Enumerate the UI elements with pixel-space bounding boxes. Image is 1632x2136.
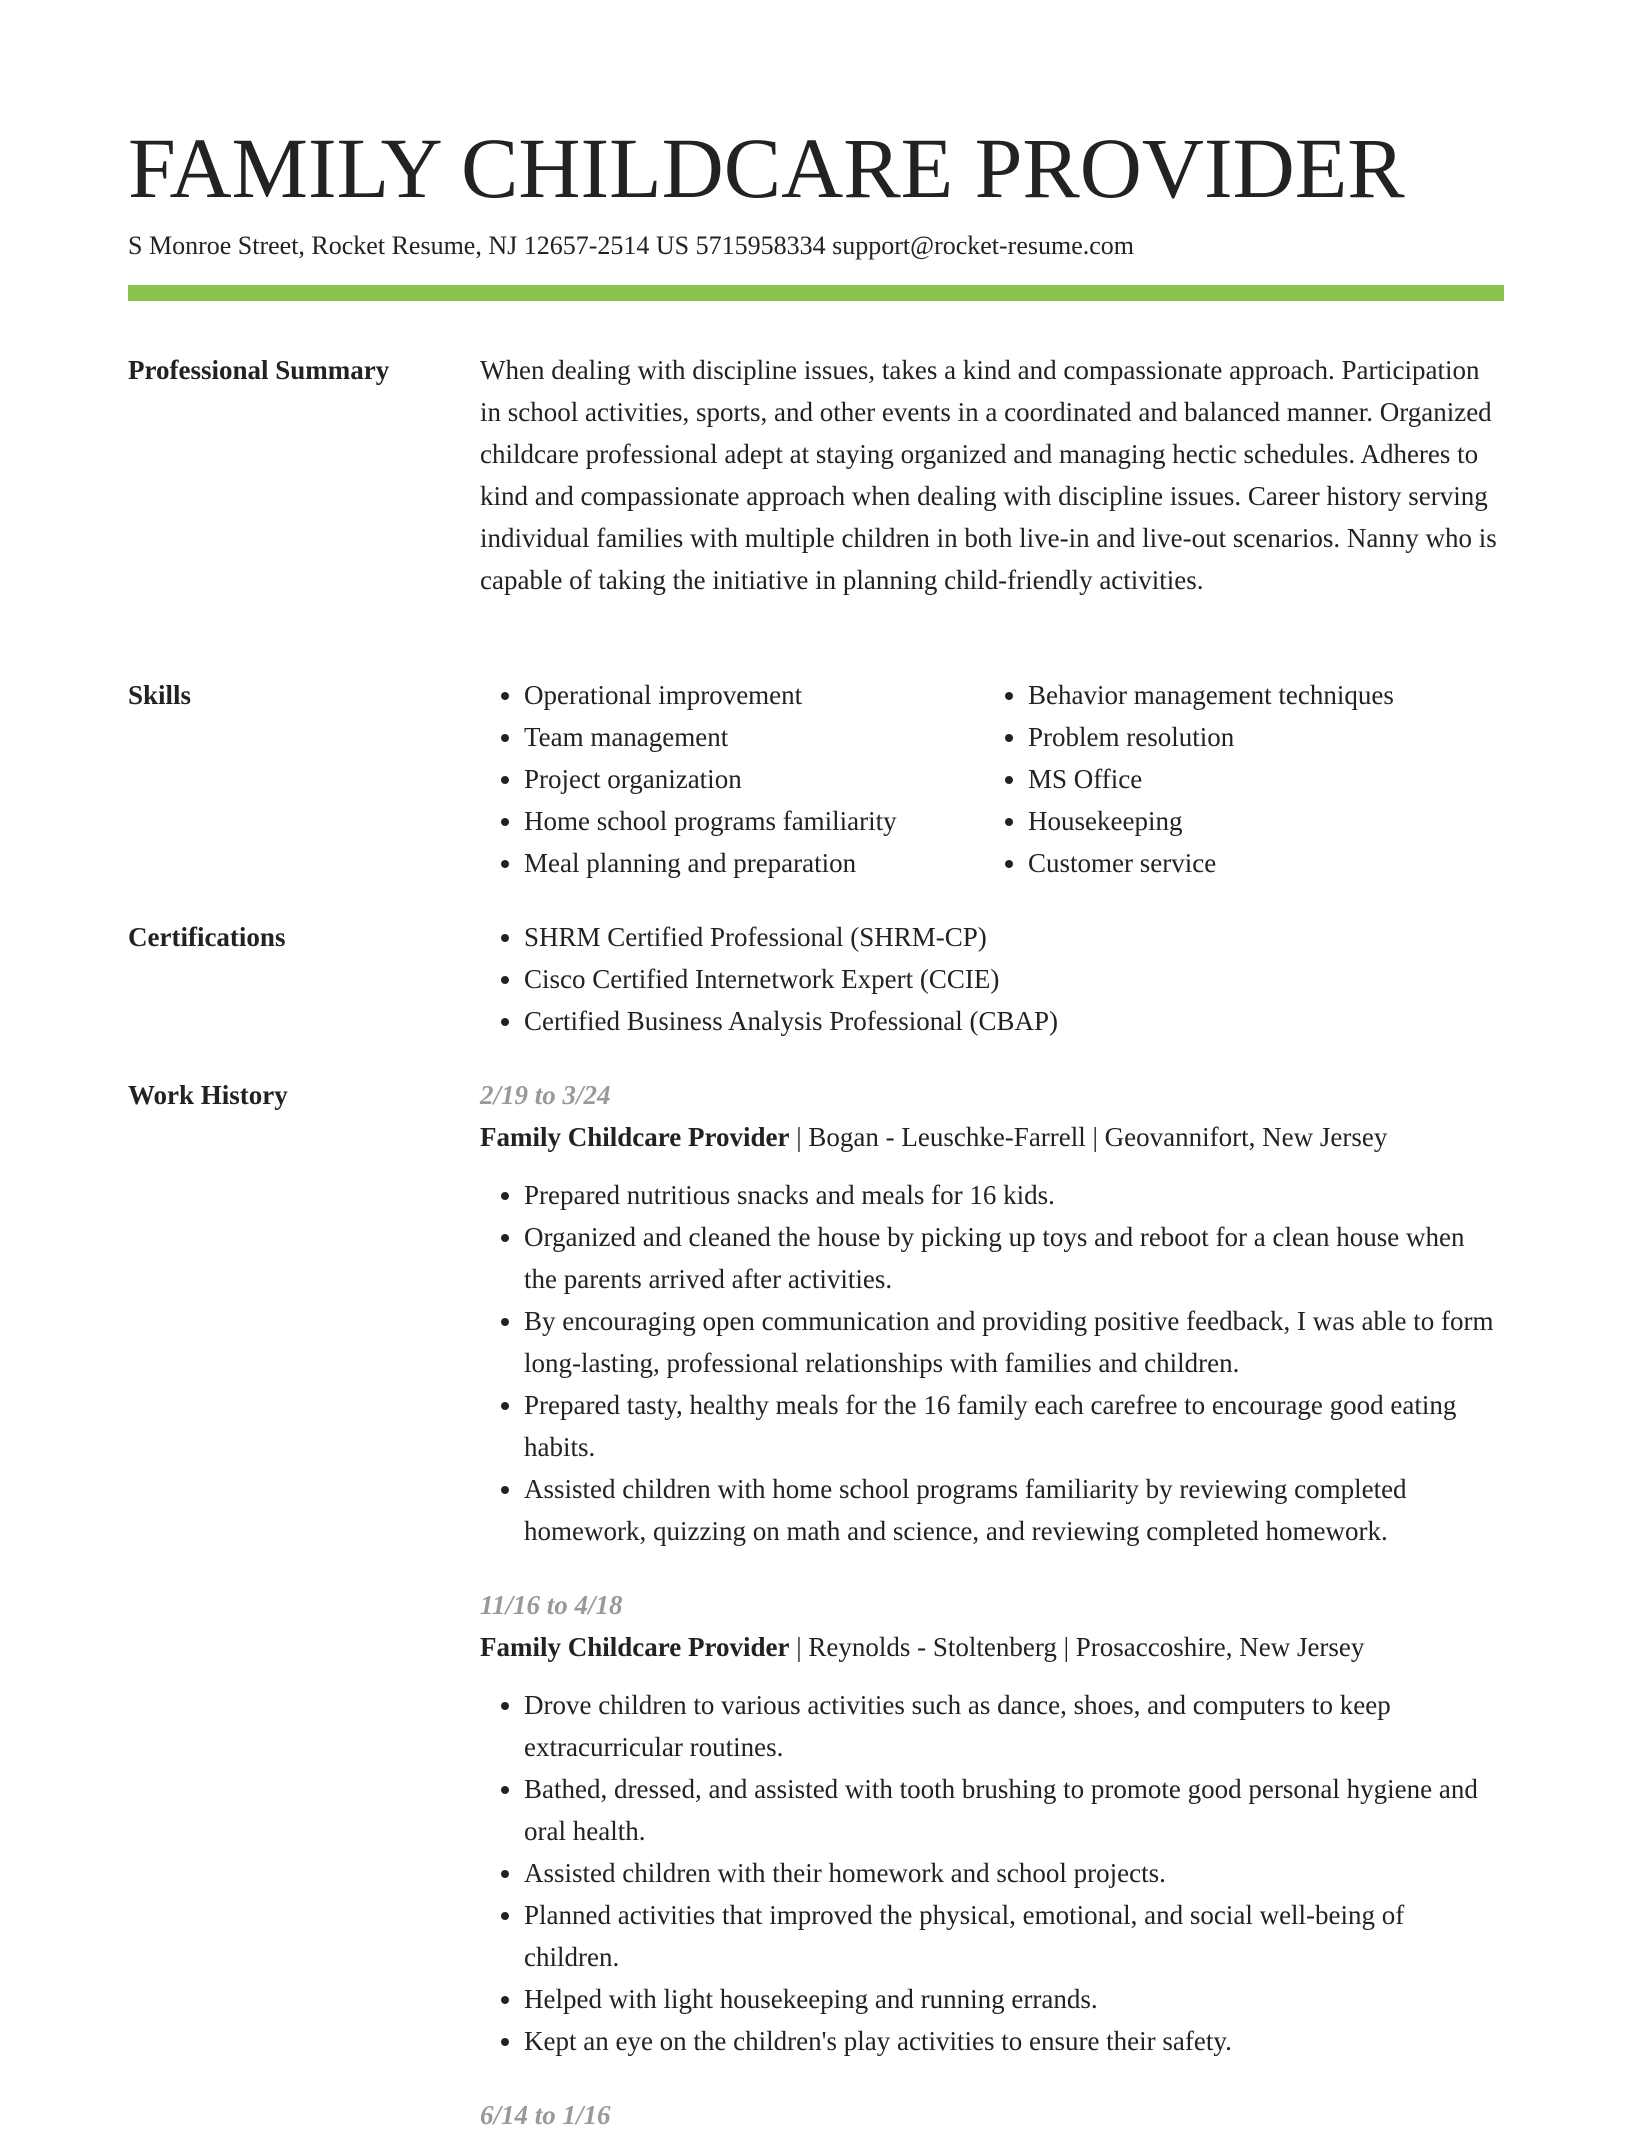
skill-item: • Operational improvement bbox=[524, 674, 984, 716]
skills-body bbox=[480, 674, 1504, 884]
job-entry bbox=[480, 2094, 1504, 2136]
contact-line: S Monroe Street, Rocket Resume, NJ 12657-2514 US 5715958334 support@rocket-resume.com bbox=[128, 231, 1135, 260]
job-heading bbox=[480, 1626, 1504, 1668]
job-entry bbox=[480, 1584, 1504, 2062]
job-dates: 6/14 to 1/16 bbox=[480, 2100, 611, 2130]
job-bullet: • Assisted children with home school programs familiarity by reviewing completed homework, quizzing on math and science, and reviewing completed homework. bbox=[524, 1468, 1504, 1552]
job-title: Family Childcare Provider bbox=[480, 1122, 790, 1152]
job-bullet: • Drove children to various activities such as dance, shoes, and computers to keep extracurricular routines. bbox=[524, 1684, 1504, 1768]
skill-item: • Home school programs familiarity bbox=[524, 800, 984, 842]
skill-item: • Housekeeping bbox=[1028, 800, 1488, 842]
summary-label: Professional Summary bbox=[128, 355, 390, 385]
job-bullets bbox=[480, 1174, 1504, 1552]
certifications-list bbox=[480, 916, 1504, 1042]
job-details: | Bogan - Leuschke-Farrell | Geovannifort, New Jersey bbox=[789, 1122, 1388, 1152]
summary-body bbox=[480, 349, 1504, 601]
skill-item: • Meal planning and preparation bbox=[524, 842, 984, 884]
work-history-body bbox=[480, 1074, 1504, 2136]
job-bullet: • Prepared nutritious snacks and meals for 16 kids. bbox=[524, 1174, 1504, 1216]
skills-label: Skills bbox=[128, 680, 192, 710]
job-bullet: • Planned activities that improved the physical, emotional, and social well-being of children. bbox=[524, 1894, 1504, 1978]
skill-item: • Team management bbox=[524, 716, 984, 758]
skills-list-right bbox=[984, 674, 1488, 884]
skill-item: • Behavior management techniques bbox=[1028, 674, 1488, 716]
skill-item: • MS Office bbox=[1028, 758, 1488, 800]
skills-column-left bbox=[480, 674, 984, 884]
candidate-name: FAMILY CHILDCARE PROVIDER bbox=[128, 120, 1405, 216]
skills-column-right bbox=[984, 674, 1488, 884]
skills-list-left bbox=[480, 674, 984, 884]
skill-item: • Customer service bbox=[1028, 842, 1488, 884]
job-dates: 11/16 to 4/18 bbox=[480, 1590, 623, 1620]
certifications-label: Certifications bbox=[128, 922, 286, 952]
certification-item: • Certified Business Analysis Professional (CBAP) bbox=[524, 1000, 1504, 1042]
job-bullet: • Assisted children with their homework and school projects. bbox=[524, 1852, 1504, 1894]
skill-item: • Project organization bbox=[524, 758, 984, 800]
work-history-label: Work History bbox=[128, 1080, 288, 1110]
job-bullet: • Organized and cleaned the house by picking up toys and reboot for a clean house when the parents arrived after activities. bbox=[524, 1216, 1504, 1300]
job-details: | Reynolds - Stoltenberg | Prosaccoshire, New Jersey bbox=[789, 1632, 1365, 1662]
resume-header bbox=[128, 118, 1504, 264]
job-title: Family Childcare Provider bbox=[480, 1632, 790, 1662]
job-bullet: • Helped with light housekeeping and running errands. bbox=[524, 1978, 1504, 2020]
job-entry bbox=[480, 1074, 1504, 1552]
job-bullet: • By encouraging open communication and providing positive feedback, I was able to form long-lasting, professional relationships with families and children. bbox=[524, 1300, 1504, 1384]
certification-item: • Cisco Certified Internetwork Expert (CCIE) bbox=[524, 958, 1504, 1000]
certifications-body bbox=[480, 916, 1504, 1042]
job-dates: 2/19 to 3/24 bbox=[480, 1080, 611, 1110]
accent-divider bbox=[128, 285, 1504, 301]
job-heading bbox=[480, 1116, 1504, 1158]
job-bullet: • Bathed, dressed, and assisted with tooth brushing to promote good personal hygiene and oral health. bbox=[524, 1768, 1504, 1852]
certification-item: • SHRM Certified Professional (SHRM-CP) bbox=[524, 916, 1504, 958]
skill-item: • Problem resolution bbox=[1028, 716, 1488, 758]
summary-text: When dealing with discipline issues, takes a kind and compassionate approach. Participation in school activities, sports, and other events in a coordinated and balanced manner. Organized childcare professional adept at staying organized and managing hectic schedules. Adheres to kind and compassionate approach when dealing with discipline issues. Career history serving individual families with multiple children in both live-in and live-out scenarios. Nanny who is capable of taking the initiative in planning child-friendly activities. bbox=[480, 355, 1497, 595]
job-bullets bbox=[480, 1684, 1504, 2062]
job-bullet: • Prepared tasty, healthy meals for the 16 family each carefree to encourage good eating habits. bbox=[524, 1384, 1504, 1468]
job-bullet: • Kept an eye on the children's play activities to ensure their safety. bbox=[524, 2020, 1504, 2062]
